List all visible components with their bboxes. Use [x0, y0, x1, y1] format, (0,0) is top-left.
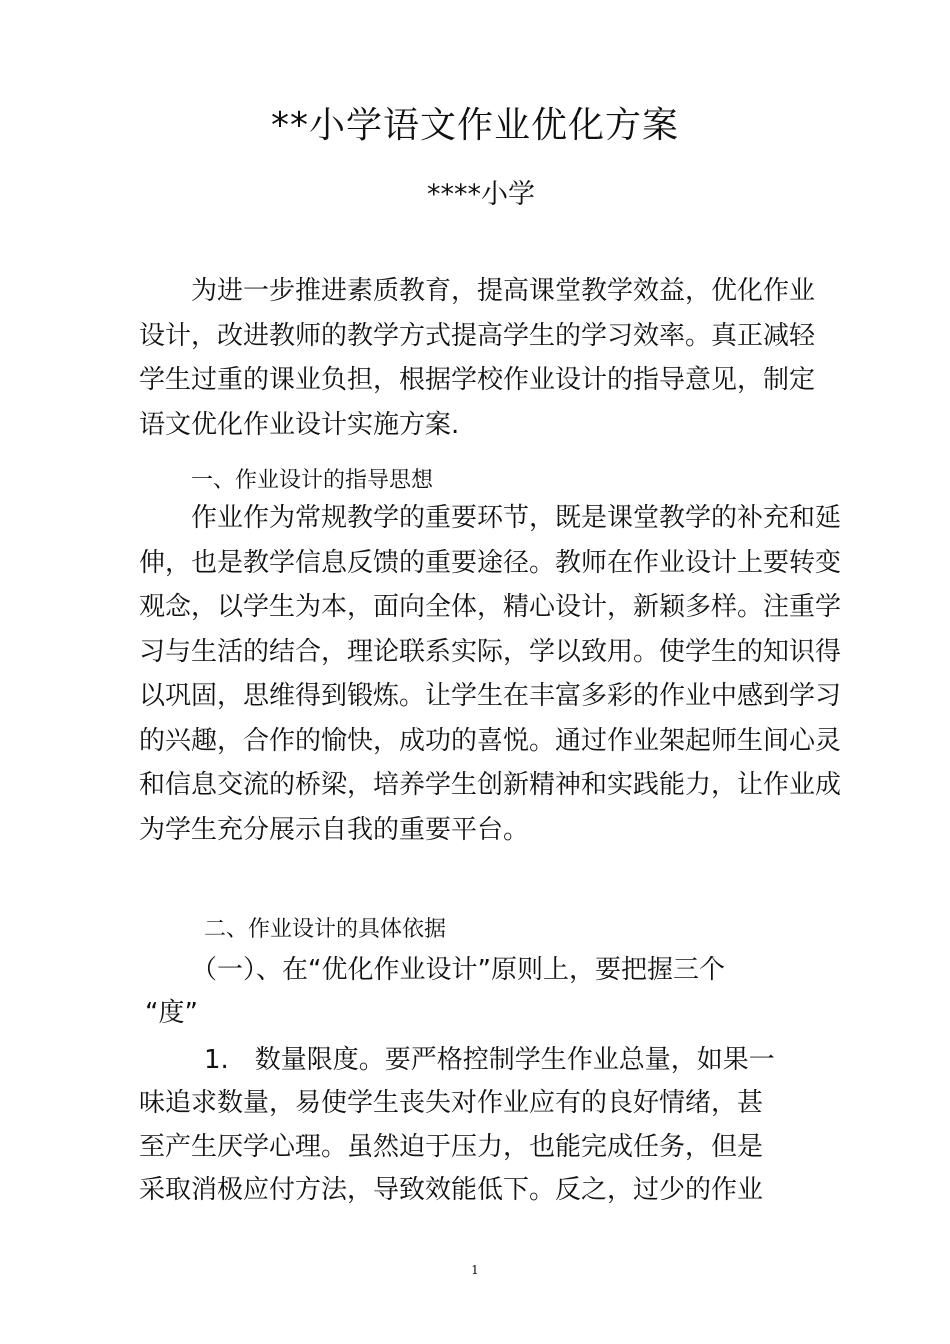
document-title: **小学语文作业优化方案: [270, 105, 679, 146]
item-1-line-2: 味追求数量，易使学生丧失对作业应有的良好情绪，甚: [139, 1088, 764, 1118]
section-1-heading: 一、作业设计的指导思想: [191, 468, 434, 493]
page-number: 1: [471, 1263, 479, 1277]
section-2-heading: 二、作业设计的具体依据: [204, 917, 447, 942]
item-1-line-1: 1. 数量限度。要严格控制学生作业总量，如果一: [204, 1045, 775, 1075]
item-1-line-4: 采取消极应付方法，导致效能低下。反之，过少的作业: [139, 1175, 764, 1205]
intro-paragraph: 为进一步推进素质教育，提高课堂教学效益，优化作业设计，改进教师的教学方式提高学生的学习效率。真正减轻学生过重的课业负担，根据学校作业设计的指导意见，制定语文优化作业设计实施方案.: [139, 276, 816, 440]
section-2-subheading-line-2: “度”: [145, 998, 198, 1028]
section-2-subheading-line-1: （一）、在“优化作业设计”原则上，要把握三个: [191, 955, 725, 985]
document-subtitle: ****小学: [427, 179, 535, 210]
section-1-paragraph: 作业作为常规教学的重要环节，既是课堂教学的补充和延伸，也是教学信息反馈的重要途径。教师在作业设计上要转变观念，以学生为本，面向全体，精心设计，新颖多样。注重学习与生活的结合，理论联系实际，学以致用。使学生的知识得以巩固，思维得到锻炼。让学生在丰富多彩的作业中感到学习的兴趣，合作的愉快，成功的喜悦。通过作业架起师生间心灵和信息交流的桥梁，培养学生创新精神和实践能力，让作业成为学生充分展示自我的重要平台。: [139, 503, 842, 845]
item-1-line-3: 至产生厌学心理。虽然迫于压力，也能完成任务，但是: [139, 1132, 764, 1162]
